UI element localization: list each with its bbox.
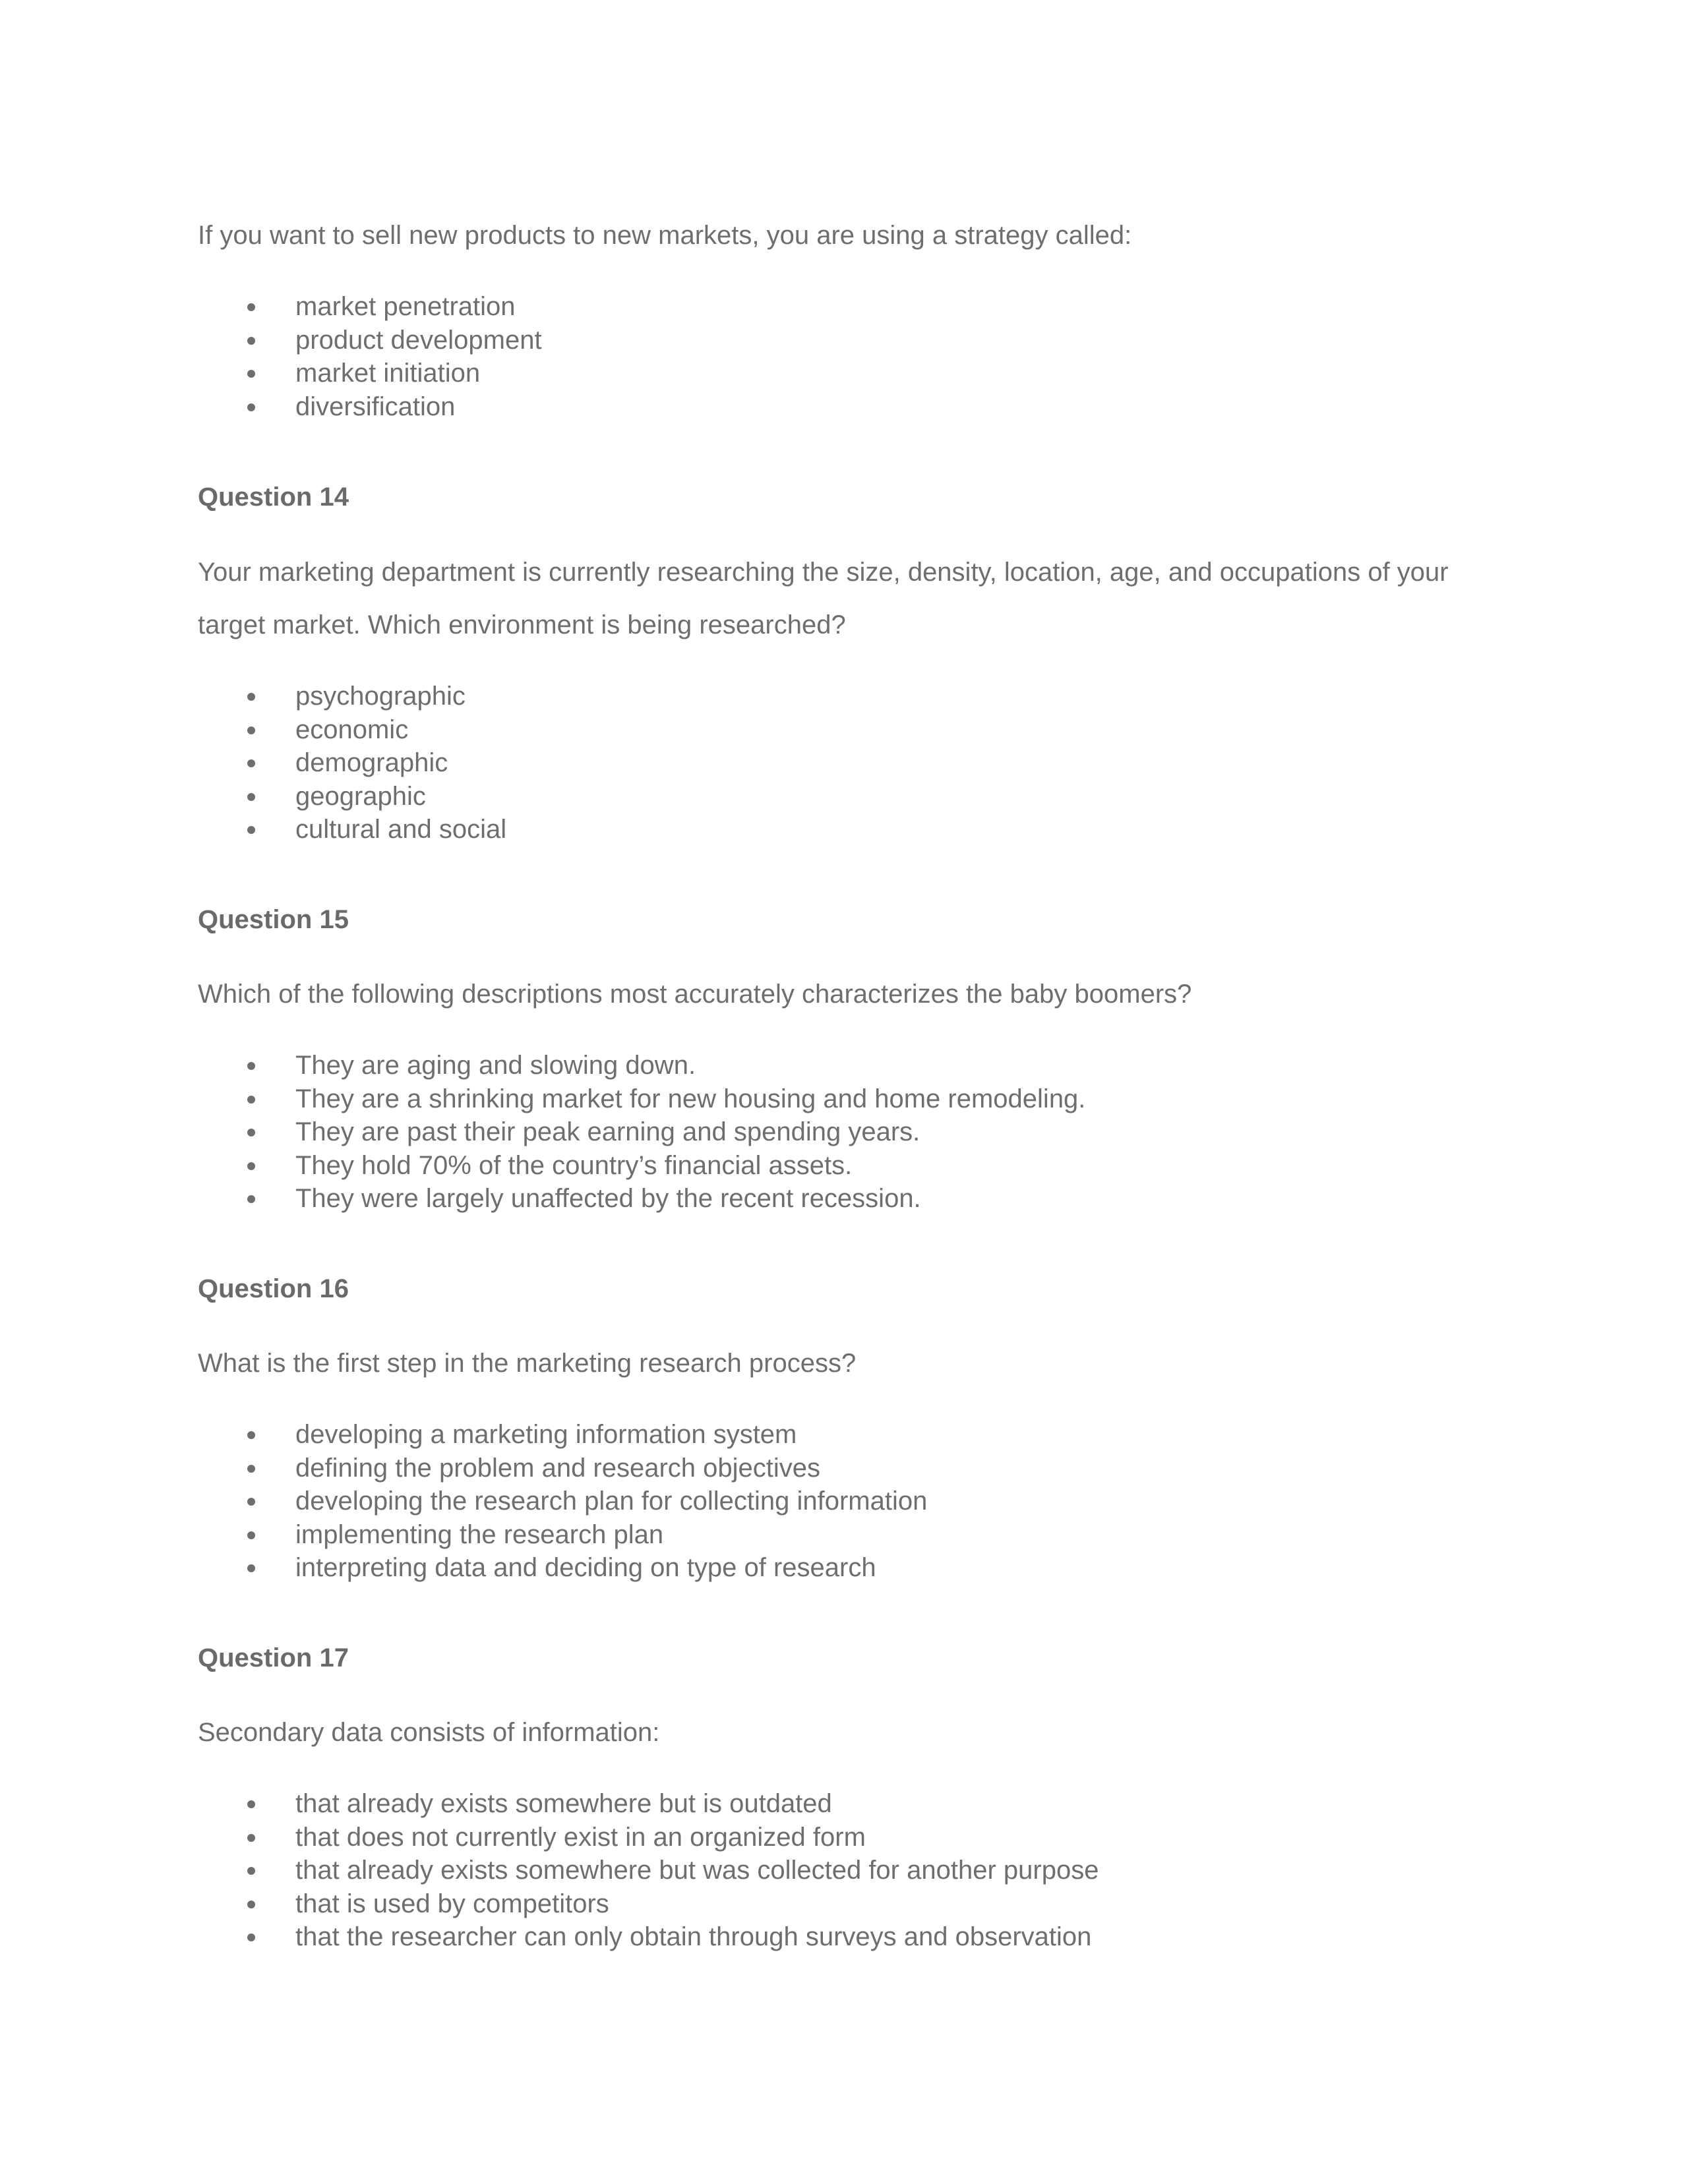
question-15 <box>198 903 1517 936</box>
list-item <box>198 290 1517 324</box>
question-17-prompt <box>198 1706 1517 1759</box>
question-prompt: Which of the following descriptions most accurately characterizes the baby boomers? <box>198 980 1192 1009</box>
option-text: developing a marketing information system <box>295 1420 797 1449</box>
option-text: diversification <box>295 392 456 421</box>
question-16-options <box>198 1418 1517 1585</box>
question-15-options <box>198 1049 1517 1216</box>
bullet-icon <box>247 1162 255 1170</box>
list-item <box>198 746 1517 780</box>
question-14-options <box>198 680 1517 846</box>
bullet-icon <box>247 1129 255 1136</box>
bullet-icon <box>247 370 255 378</box>
bullet-icon <box>247 1062 255 1070</box>
option-text: geographic <box>295 781 426 811</box>
bullet-icon <box>247 1901 255 1908</box>
question-heading: Question 16 <box>198 1274 349 1303</box>
question-13-options <box>198 290 1517 423</box>
list-item <box>198 780 1517 813</box>
option-text: They are past their peak earning and spending years. <box>295 1117 920 1146</box>
option-text: that already exists somewhere but is outdated <box>295 1789 832 1818</box>
bullet-icon <box>247 1531 255 1539</box>
question-prompt: Secondary data consists of information: <box>198 1718 660 1747</box>
question-heading: Question 17 <box>198 1643 349 1672</box>
list-item <box>198 680 1517 713</box>
list-item <box>198 324 1517 357</box>
option-text: that is used by competitors <box>295 1889 609 1918</box>
bullet-icon <box>247 793 255 801</box>
question-heading: Question 14 <box>198 483 349 512</box>
bullet-icon <box>247 759 255 767</box>
option-text: interpreting data and deciding on type of research <box>295 1553 876 1582</box>
list-item <box>198 1418 1517 1452</box>
option-text: that does not currently exist in an organized form <box>295 1822 866 1852</box>
bullet-icon <box>247 1564 255 1572</box>
question-15-prompt <box>198 968 1517 1020</box>
list-item <box>198 1854 1517 1887</box>
list-item <box>198 1920 1517 1954</box>
bullet-icon <box>247 826 255 834</box>
list-item <box>198 1149 1517 1183</box>
bullet-icon <box>247 1431 255 1439</box>
bullet-icon <box>247 1465 255 1473</box>
bullet-icon <box>247 1933 255 1941</box>
question-prompt: What is the first step in the marketing research process? <box>198 1349 857 1378</box>
question-16-prompt <box>198 1337 1517 1390</box>
option-text: economic <box>295 715 409 744</box>
option-text: developing the research plan for collecting information <box>295 1487 928 1516</box>
question-14 <box>198 481 1517 514</box>
option-text: They hold 70% of the country’s financial assets. <box>295 1150 853 1180</box>
bullet-icon <box>247 303 255 311</box>
bullet-icon <box>247 1834 255 1842</box>
option-text: They are a shrinking market for new housing and home remodeling. <box>295 1084 1086 1113</box>
option-text: psychographic <box>295 682 466 711</box>
option-text: implementing the research plan <box>295 1520 664 1549</box>
question-13 <box>198 209 1517 262</box>
options-list <box>198 1787 1517 1954</box>
list-item <box>198 1485 1517 1518</box>
bullet-icon <box>247 726 255 734</box>
option-text: market initiation <box>295 359 481 388</box>
bullet-icon <box>247 1867 255 1875</box>
bullet-icon <box>247 1498 255 1506</box>
list-item <box>198 1115 1517 1149</box>
list-item <box>198 357 1517 390</box>
options-list <box>198 1049 1517 1216</box>
question-17-options <box>198 1787 1517 1954</box>
option-text: cultural and social <box>295 815 507 844</box>
question-heading: Question 15 <box>198 905 349 934</box>
list-item <box>198 1787 1517 1821</box>
option-text: that already exists somewhere but was collected for another purpose <box>295 1856 1099 1885</box>
list-item <box>198 713 1517 747</box>
bullet-icon <box>247 1195 255 1203</box>
options-list <box>198 680 1517 846</box>
list-item <box>198 1887 1517 1921</box>
list-item <box>198 1518 1517 1552</box>
list-item <box>198 813 1517 846</box>
list-item <box>198 1049 1517 1082</box>
options-list <box>198 290 1517 423</box>
list-item <box>198 390 1517 424</box>
question-17 <box>198 1641 1517 1674</box>
list-item <box>198 1182 1517 1216</box>
bullet-icon <box>247 337 255 345</box>
bullet-icon <box>247 1800 255 1808</box>
question-prompt: If you want to sell new products to new markets, you are using a strategy called: <box>198 221 1132 250</box>
bullet-icon <box>247 1096 255 1104</box>
question-prompt: Your marketing department is currently researching the size, density, location, age, and occupations of your target market. Which environment is being researched? <box>198 558 1449 639</box>
option-text: defining the problem and research objectives <box>295 1453 821 1483</box>
options-list <box>198 1418 1517 1585</box>
option-text: demographic <box>295 748 448 777</box>
bullet-icon <box>247 693 255 701</box>
option-text: product development <box>295 325 542 355</box>
list-item <box>198 1082 1517 1116</box>
bullet-icon <box>247 403 255 411</box>
list-item <box>198 1551 1517 1585</box>
question-14-prompt <box>198 546 1503 651</box>
question-16 <box>198 1272 1517 1305</box>
option-text: They were largely unaffected by the recent recession. <box>295 1184 921 1213</box>
option-text: that the researcher can only obtain through surveys and observation <box>295 1922 1092 1951</box>
list-item <box>198 1452 1517 1485</box>
option-text: They are aging and slowing down. <box>295 1051 696 1080</box>
list-item <box>198 1821 1517 1854</box>
option-text: market penetration <box>295 292 516 321</box>
